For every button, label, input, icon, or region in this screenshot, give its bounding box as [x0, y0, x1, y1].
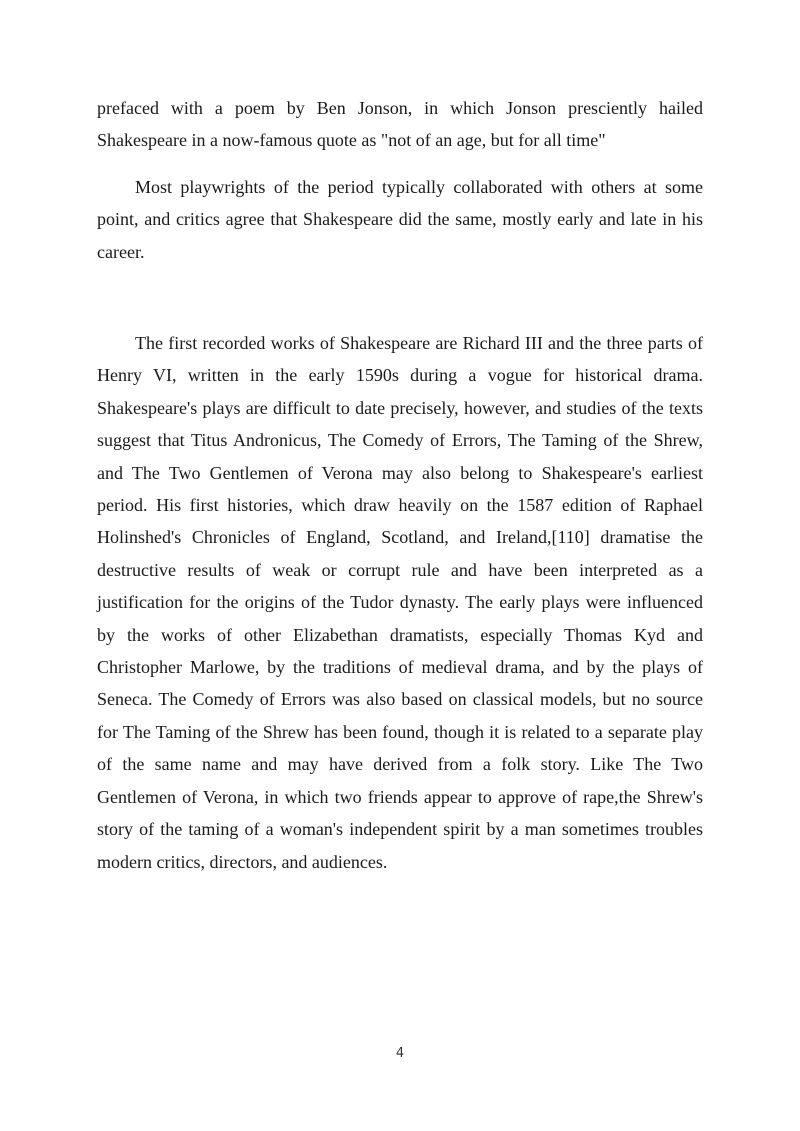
- paragraph-first-works: The first recorded works of Shakespeare are Richard III and the three parts of Henry VI, written in the early 1590s during a vogue for historical drama. Shakespeare's plays are difficult to date precisely, however, and studies of the texts suggest that Titus Andronicus, The Comedy of Errors, The Taming of the Shrew, and The Two Gentlemen of Verona may also belong to Shakespeare's earliest period. His first histories, which draw heavily on the 1587 edition of Raphael Holinshed's Chronicles of England, Scotland, and Ireland,[110] dramatise the destructive results of weak or corrupt rule and have been interpreted as a justification for the origins of the Tudor dynasty. The early plays were influenced by the works of other Elizabethan dramatists, especially Thomas Kyd and Christopher Marlowe, by the traditions of medieval drama, and by the plays of Seneca. The Comedy of Errors was also based on classical models, but no source for The Taming of the Shrew has been found, though it is related to a separate play of the same name and may have derived from a folk story. Like The Two Gentlemen of Verona, in which two friends appear to approve of rape,the Shrew's story of the taming of a woman's independent spirit by a man sometimes troubles modern critics, directors, and audiences.: [97, 333, 703, 872]
- paragraph-collaboration: Most playwrights of the period typically collaborated with others at some point, and critics agree that Shakespeare did the same, mostly early and late in his career.: [97, 177, 703, 262]
- page-number: 4: [395, 1046, 405, 1061]
- paragraph-continuation: prefaced with a poem by Ben Jonson, in which Jonson presciently hailed Shakespeare in a now-famous quote as "not of an age, but for all time": [97, 98, 703, 151]
